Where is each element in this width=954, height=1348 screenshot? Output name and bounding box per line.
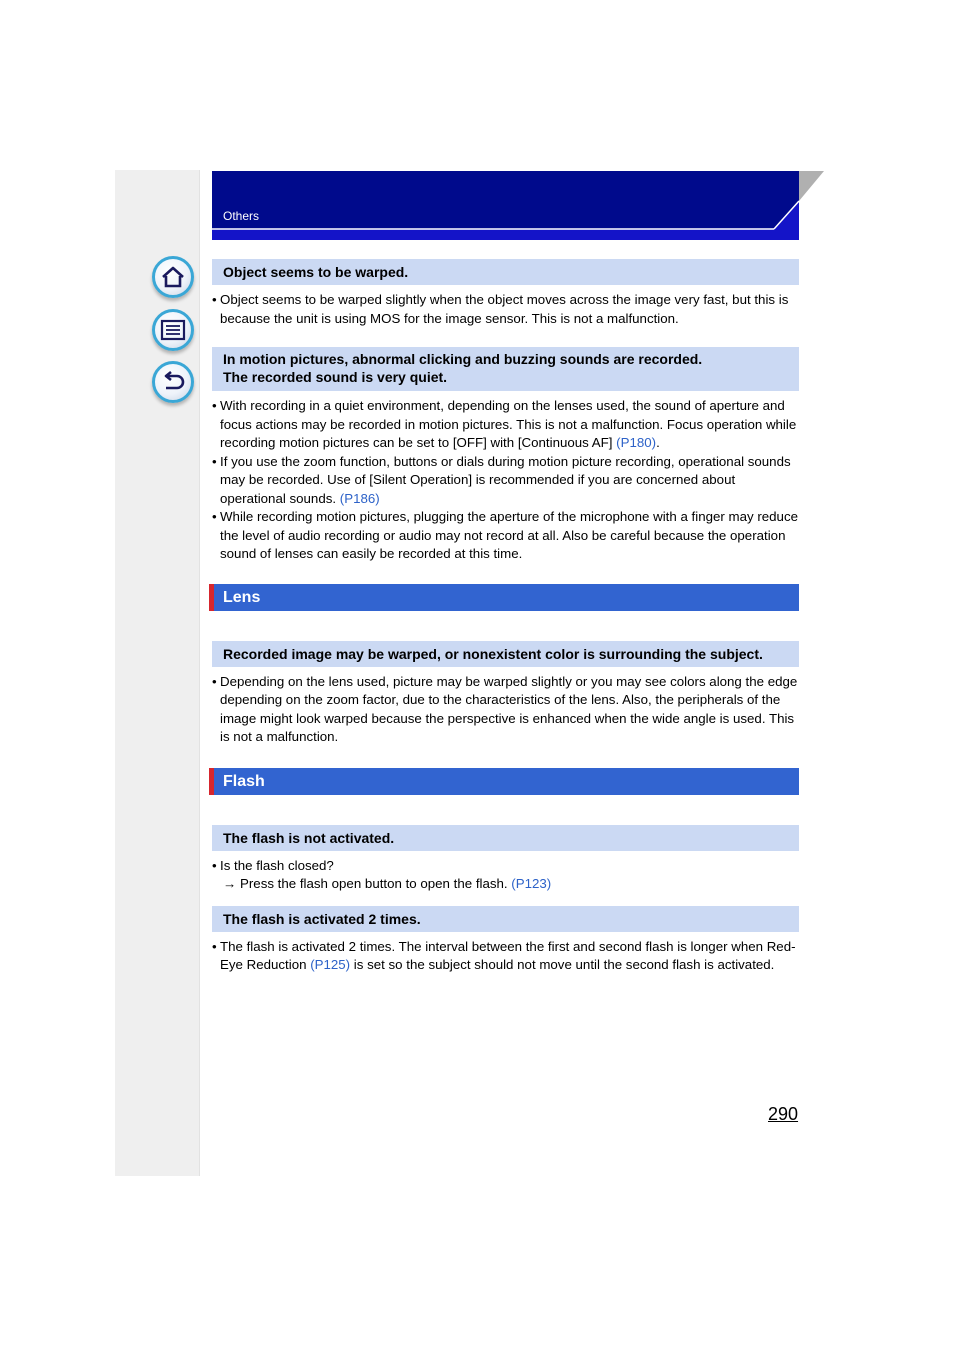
contents-list-icon xyxy=(160,319,186,341)
return-icon xyxy=(160,370,186,394)
subheading-flash-not-activated: The flash is not activated. xyxy=(212,825,799,851)
main-content xyxy=(212,259,799,975)
item-text: The flash is activated 2 times. The interval between the first and second flash is longer when Red-Eye Reduction xyxy=(220,938,796,972)
action-line xyxy=(212,875,799,894)
item-text: Press the flash open button to open the flash. xyxy=(240,876,512,891)
subheading-lens: Recorded image may be warped, or nonexistent color is surrounding the subject. xyxy=(212,641,799,667)
header-banner xyxy=(212,171,824,240)
subheading-sounds xyxy=(212,347,799,391)
section-flash: Flash xyxy=(212,768,799,795)
page-number: 290 xyxy=(768,1104,799,1124)
subheading-warped: Object seems to be warped. xyxy=(212,259,799,285)
home-button[interactable] xyxy=(152,256,194,298)
list-item xyxy=(212,938,799,975)
page-link-p186[interactable]: (P186) xyxy=(339,490,380,506)
list-item: • While recording motion pictures, plugging the aperture of the microphone with a finger may reduce the level of audio recording or audio may not record at all. Also be careful because the operation sound of lenses can easily be recorded at this time. xyxy=(212,508,799,564)
home-icon xyxy=(160,265,186,289)
list-item: • Depending on the lens used, picture may be warped slightly or you may see colors along the edge depending on the zoom factor, due to the characteristics of the lens. Also, the peripherals of the image might look warped because the perspective is enhanced when the wide angle is used. This is not a malfunction. xyxy=(212,673,799,747)
section-lens: Lens xyxy=(212,584,799,611)
subheading-flash-twice: The flash is activated 2 times. xyxy=(212,906,799,932)
contents-button[interactable] xyxy=(152,309,194,351)
item-text: is set so the subject should not move until the second flash is activated. xyxy=(350,957,775,972)
bullet-list xyxy=(212,673,799,747)
bullet-list xyxy=(212,857,799,876)
item-text: With recording in a quiet environment, depending on the lenses used, the sound of aperture and focus actions may be recorded in motion pictures. This is not a malfunction. Focus operation while recording motion pictures can be set to [OFF] with [Continuous AF] xyxy=(220,398,797,450)
page-header xyxy=(212,171,799,240)
item-text: If you use the zoom function, buttons or dials during motion picture recording, operational sounds may be recorded. Use of [Silent Operation] is recommended if you are concerned about operational sounds. xyxy=(220,453,791,506)
bullet-list xyxy=(212,938,799,975)
item-text: . xyxy=(656,435,660,450)
list-item xyxy=(212,397,799,453)
page-link-p180[interactable]: (P180) xyxy=(616,435,657,450)
list-item xyxy=(212,453,799,509)
subheading-line: The recorded sound is very quiet. xyxy=(223,369,448,385)
bullet-list xyxy=(212,291,799,328)
bullet-list xyxy=(212,397,799,564)
back-button[interactable] xyxy=(152,361,194,403)
page-link-p123[interactable]: (P123) xyxy=(511,876,552,891)
list-item: • Object seems to be warped slightly when the object moves across the image very fast, but this is because the unit is using MOS for the image sensor. This is not a malfunction. xyxy=(212,291,799,328)
list-item: • Is the flash closed? xyxy=(212,857,799,876)
page-link-p125[interactable]: (P125) xyxy=(310,957,351,972)
arrow-icon: → xyxy=(223,876,237,891)
subheading-line: In motion pictures, abnormal clicking and buzzing sounds are recorded. xyxy=(223,351,703,367)
section-label: Others xyxy=(223,209,260,223)
